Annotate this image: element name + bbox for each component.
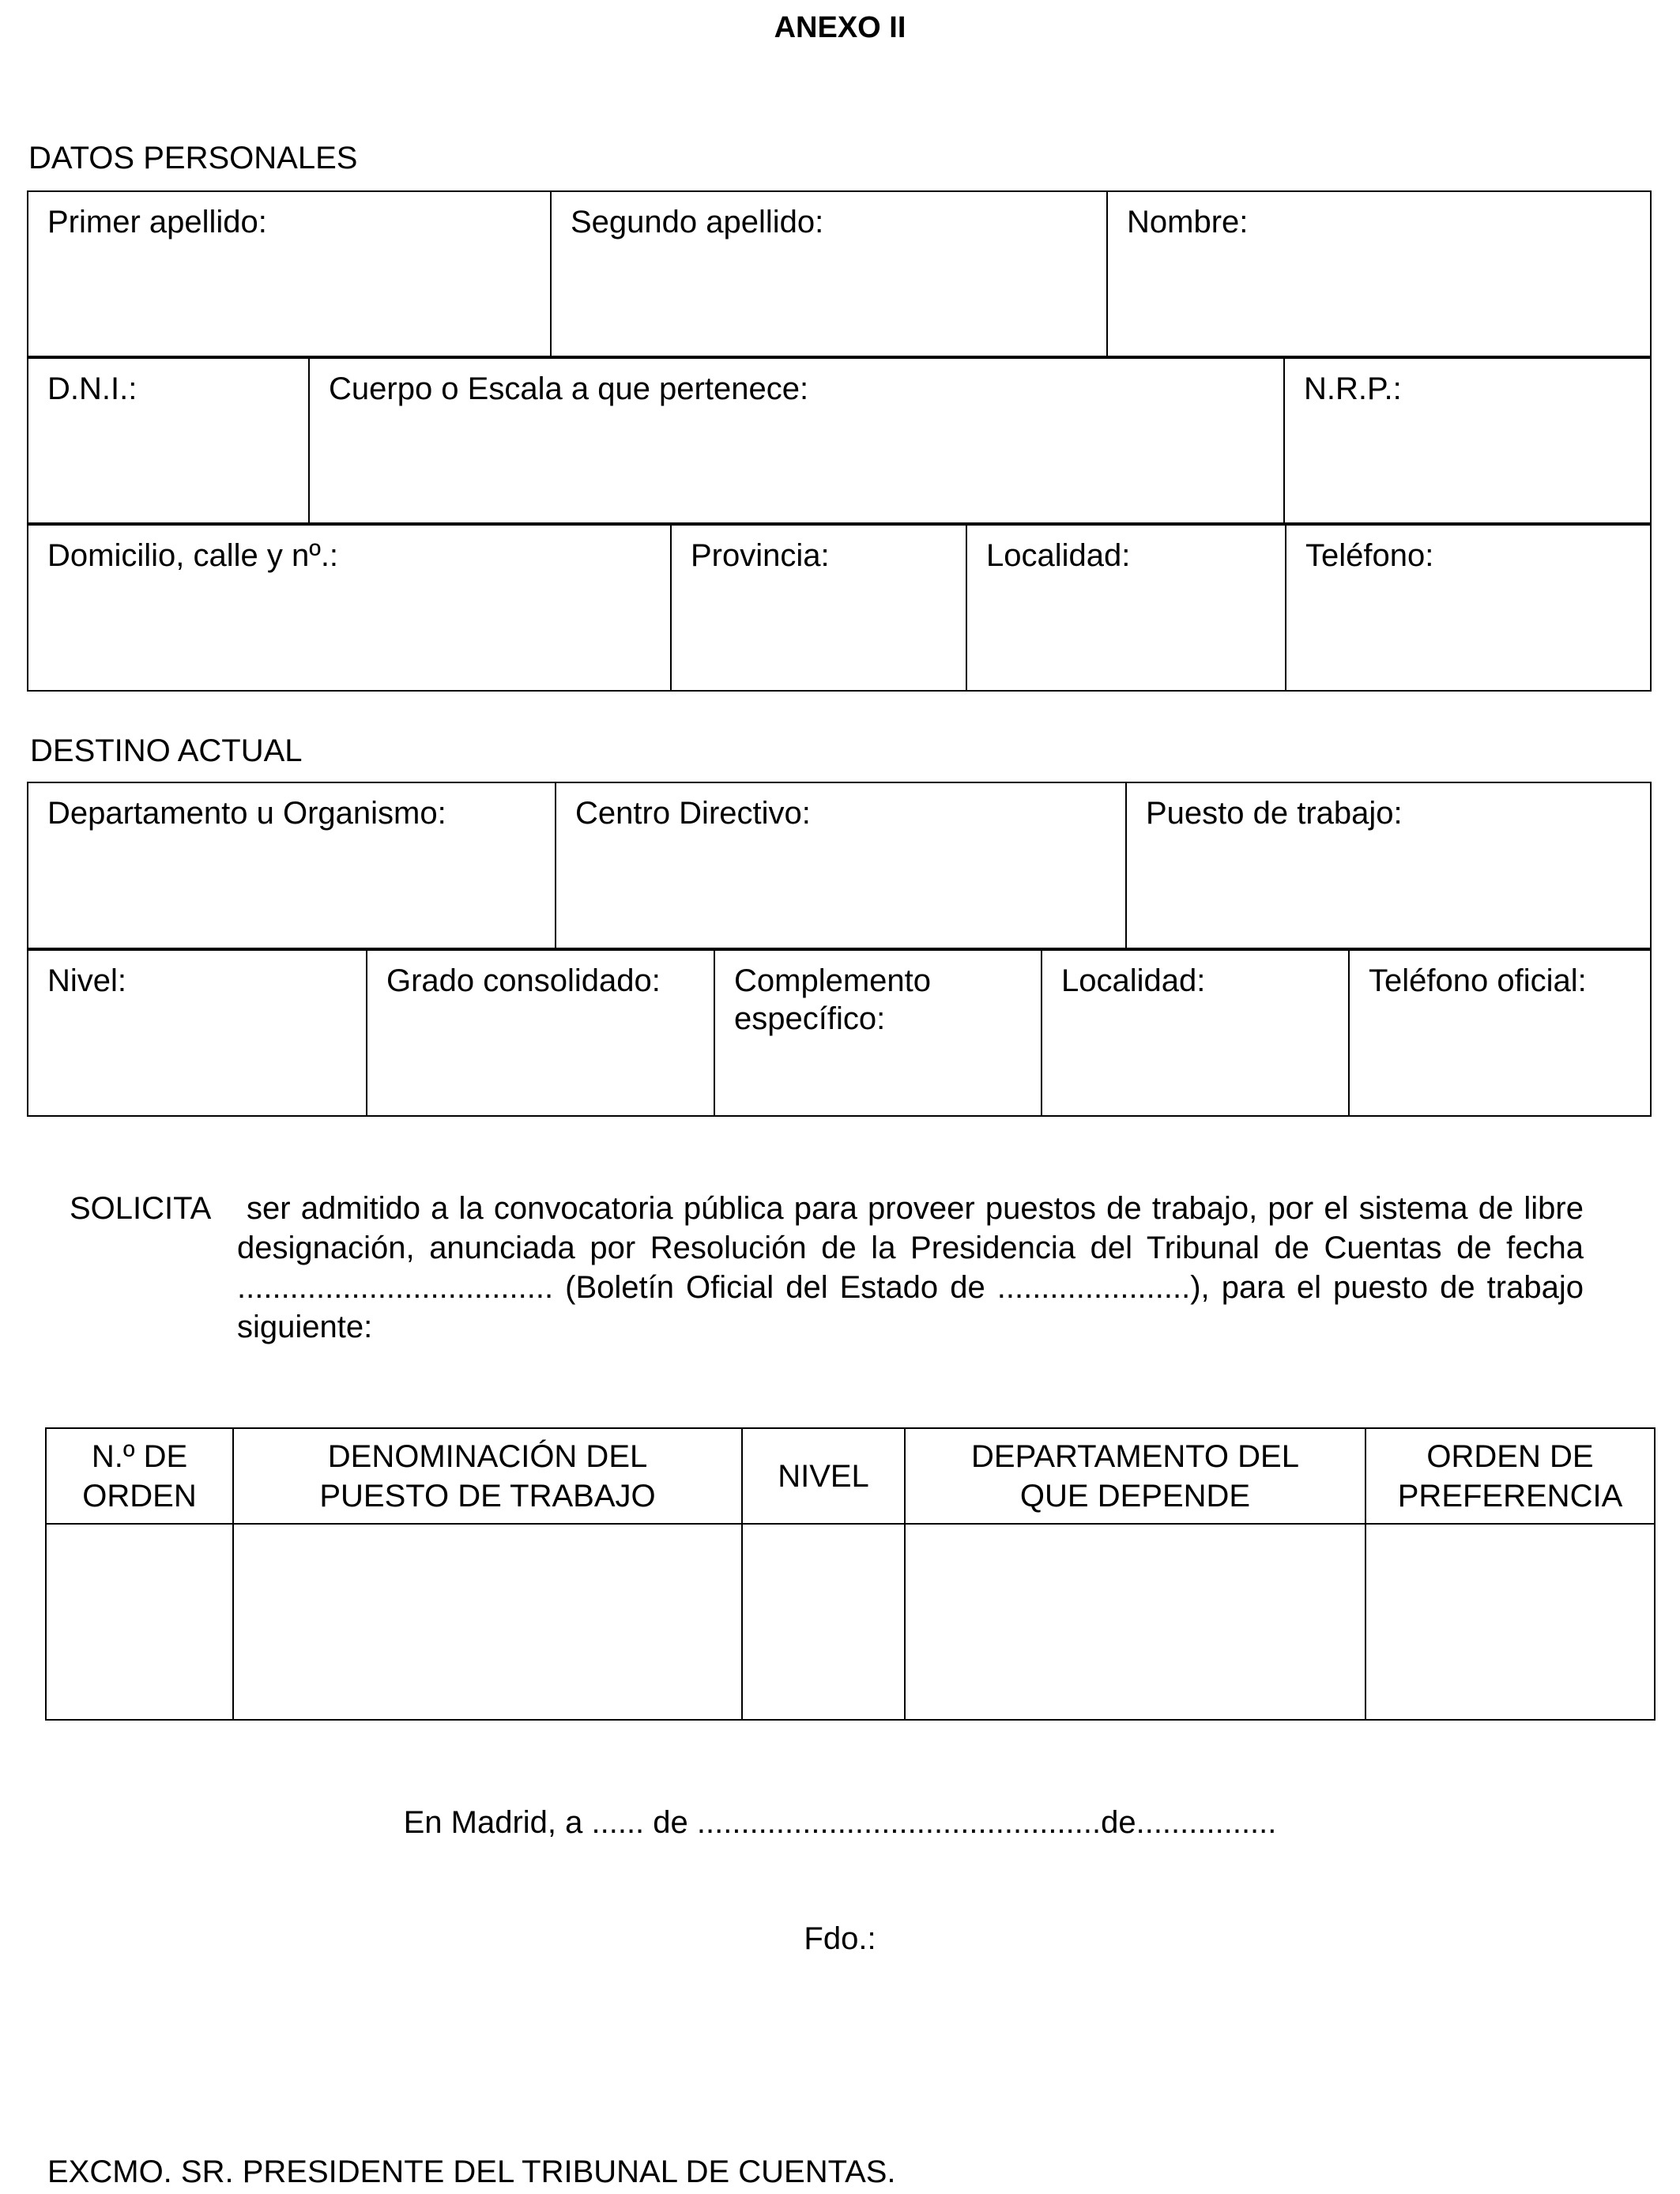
field-localidad[interactable]: Localidad: bbox=[966, 525, 1286, 691]
field-telefono-oficial[interactable]: Teléfono oficial: bbox=[1349, 950, 1651, 1116]
field-complemento-especifico[interactable]: Complemento específico: bbox=[714, 950, 1042, 1116]
field-departamento-organismo[interactable]: Departamento u Organismo: bbox=[28, 782, 556, 948]
field-nrp[interactable]: N.R.P.: bbox=[1284, 358, 1651, 523]
header-numero-orden: N.º DE ORDEN bbox=[46, 1428, 233, 1524]
cell-departamento[interactable] bbox=[905, 1524, 1365, 1720]
field-provincia[interactable]: Provincia: bbox=[671, 525, 966, 691]
field-puesto-trabajo[interactable]: Puesto de trabajo: bbox=[1126, 782, 1651, 948]
field-grado-consolidado[interactable]: Grado consolidado: bbox=[367, 950, 714, 1116]
destinatario: EXCMO. SR. PRESIDENTE DEL TRIBUNAL DE CUENTAS. bbox=[47, 2154, 896, 2189]
cell-orden-preferencia[interactable] bbox=[1365, 1524, 1655, 1720]
datos-personales-row-1 bbox=[27, 190, 1652, 357]
destino-actual-row-1 bbox=[27, 782, 1652, 949]
section-heading-datos-personales: DATOS PERSONALES bbox=[28, 141, 358, 175]
table-header-row bbox=[46, 1428, 1655, 1524]
cell-denominacion[interactable] bbox=[233, 1524, 742, 1720]
puestos-table bbox=[45, 1427, 1656, 1721]
datos-personales-row-3 bbox=[27, 524, 1652, 692]
field-nombre[interactable]: Nombre: bbox=[1107, 191, 1651, 356]
field-domicilio[interactable]: Domicilio, calle y nº.: bbox=[28, 525, 671, 691]
field-centro-directivo[interactable]: Centro Directivo: bbox=[556, 782, 1126, 948]
field-cuerpo-escala[interactable]: Cuerpo o Escala a que pertenece: bbox=[309, 358, 1284, 523]
fecha-line: En Madrid, a ...... de ..............................................de................ bbox=[403, 1805, 1277, 1840]
header-orden-preferencia: ORDEN DE PREFERENCIA bbox=[1365, 1428, 1655, 1524]
page-title: ANEXO II bbox=[774, 11, 906, 44]
cell-nivel[interactable] bbox=[742, 1524, 905, 1720]
header-denominacion: DENOMINACIÓN DEL PUESTO DE TRABAJO bbox=[233, 1428, 742, 1524]
field-localidad-destino[interactable]: Localidad: bbox=[1042, 950, 1349, 1116]
solicita-text: ser admitido a la convocatoria pública para proveer puestos de trabajo, por el sistema de libre designación, anunciada por Resolución de la Presidencia del Tribunal de Cuentas de fecha .................................... (Boletín Oficial del Estado de ......................), para el puesto de trabajo siguiente: bbox=[237, 1191, 1584, 1344]
header-nivel: NIVEL bbox=[742, 1428, 905, 1524]
header-departamento: DEPARTAMENTO DEL QUE DEPENDE bbox=[905, 1428, 1365, 1524]
field-telefono[interactable]: Teléfono: bbox=[1286, 525, 1651, 691]
field-segundo-apellido[interactable]: Segundo apellido: bbox=[551, 191, 1107, 356]
field-dni[interactable]: D.N.I.: bbox=[28, 358, 309, 523]
table-row bbox=[46, 1524, 1655, 1720]
solicita-label: SOLICITA bbox=[70, 1191, 212, 1226]
field-primer-apellido[interactable]: Primer apellido: bbox=[28, 191, 551, 356]
firma-line: Fdo.: bbox=[804, 1921, 876, 1956]
section-heading-destino-actual: DESTINO ACTUAL bbox=[30, 733, 303, 768]
cell-numero-orden[interactable] bbox=[46, 1524, 233, 1720]
destino-actual-row-2 bbox=[27, 949, 1652, 1117]
field-nivel[interactable]: Nivel: bbox=[28, 950, 367, 1116]
datos-personales-row-2 bbox=[27, 357, 1652, 524]
